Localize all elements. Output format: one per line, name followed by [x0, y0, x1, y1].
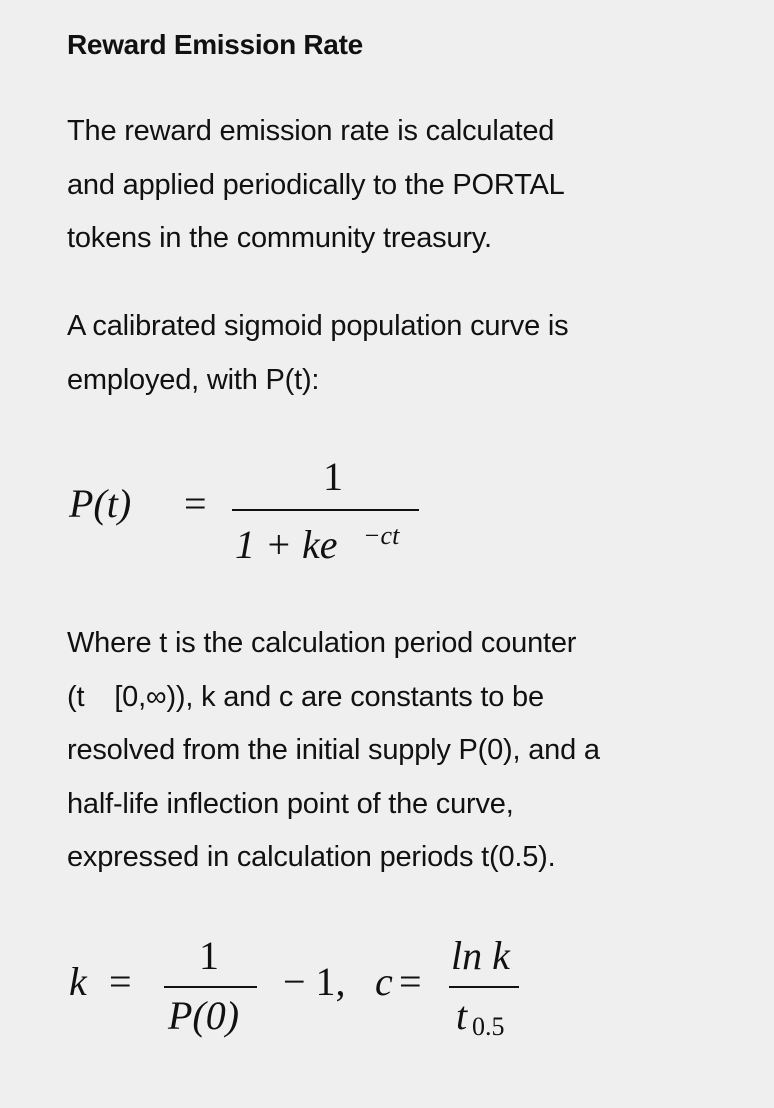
paragraph-line: resolved from the initial supply P(0), and a	[67, 734, 600, 766]
paragraph-line: expressed in calculation periods t(0.5).	[67, 841, 556, 873]
formula-denominator: 1 + ke	[235, 522, 338, 567]
interval-prefix: (t	[67, 680, 85, 713]
paragraph-line: tokens in the community treasury.	[67, 222, 492, 254]
paragraph-line: half-life inflection point of the curve,	[67, 787, 514, 820]
formula-equals: =	[184, 481, 207, 526]
paragraph-line: A calibrated sigmoid population curve is	[67, 310, 569, 342]
paragraph-line: The reward emission rate is calculated	[67, 115, 555, 147]
constants-formula	[67, 925, 547, 1060]
paragraph-line: Where t is the calculation period counter	[67, 627, 577, 659]
paragraph-line	[67, 671, 600, 725]
frac1-numerator: 1	[199, 933, 219, 978]
paragraph-line: employed, with P(t):	[67, 363, 320, 396]
paragraph-line: and applied periodically to the PORTAL	[67, 168, 565, 201]
curve-paragraph	[67, 300, 568, 407]
formula-k: k	[69, 959, 87, 1004]
sigmoid-formula	[67, 440, 447, 585]
definition-paragraph	[67, 617, 600, 885]
formula-minus-one: − 1,	[283, 959, 346, 1004]
formula-exponent: −ct	[363, 521, 400, 550]
interval-text: [0,∞)), k and c are constants to be	[114, 680, 544, 713]
formula-equals: =	[399, 959, 422, 1004]
section-title: Reward Emission Rate	[67, 29, 363, 60]
formula-numerator: 1	[323, 454, 343, 499]
frac1-denominator: P(0)	[168, 993, 240, 1038]
frac2-denominator: t	[456, 993, 468, 1038]
formula-c: c	[375, 959, 393, 1004]
formula-lhs: P(t)	[69, 481, 132, 526]
frac2-subscript: 0.5	[472, 1012, 505, 1041]
formula-equals: =	[109, 959, 132, 1004]
intro-paragraph	[67, 105, 565, 266]
frac2-numerator: ln k	[451, 933, 510, 978]
